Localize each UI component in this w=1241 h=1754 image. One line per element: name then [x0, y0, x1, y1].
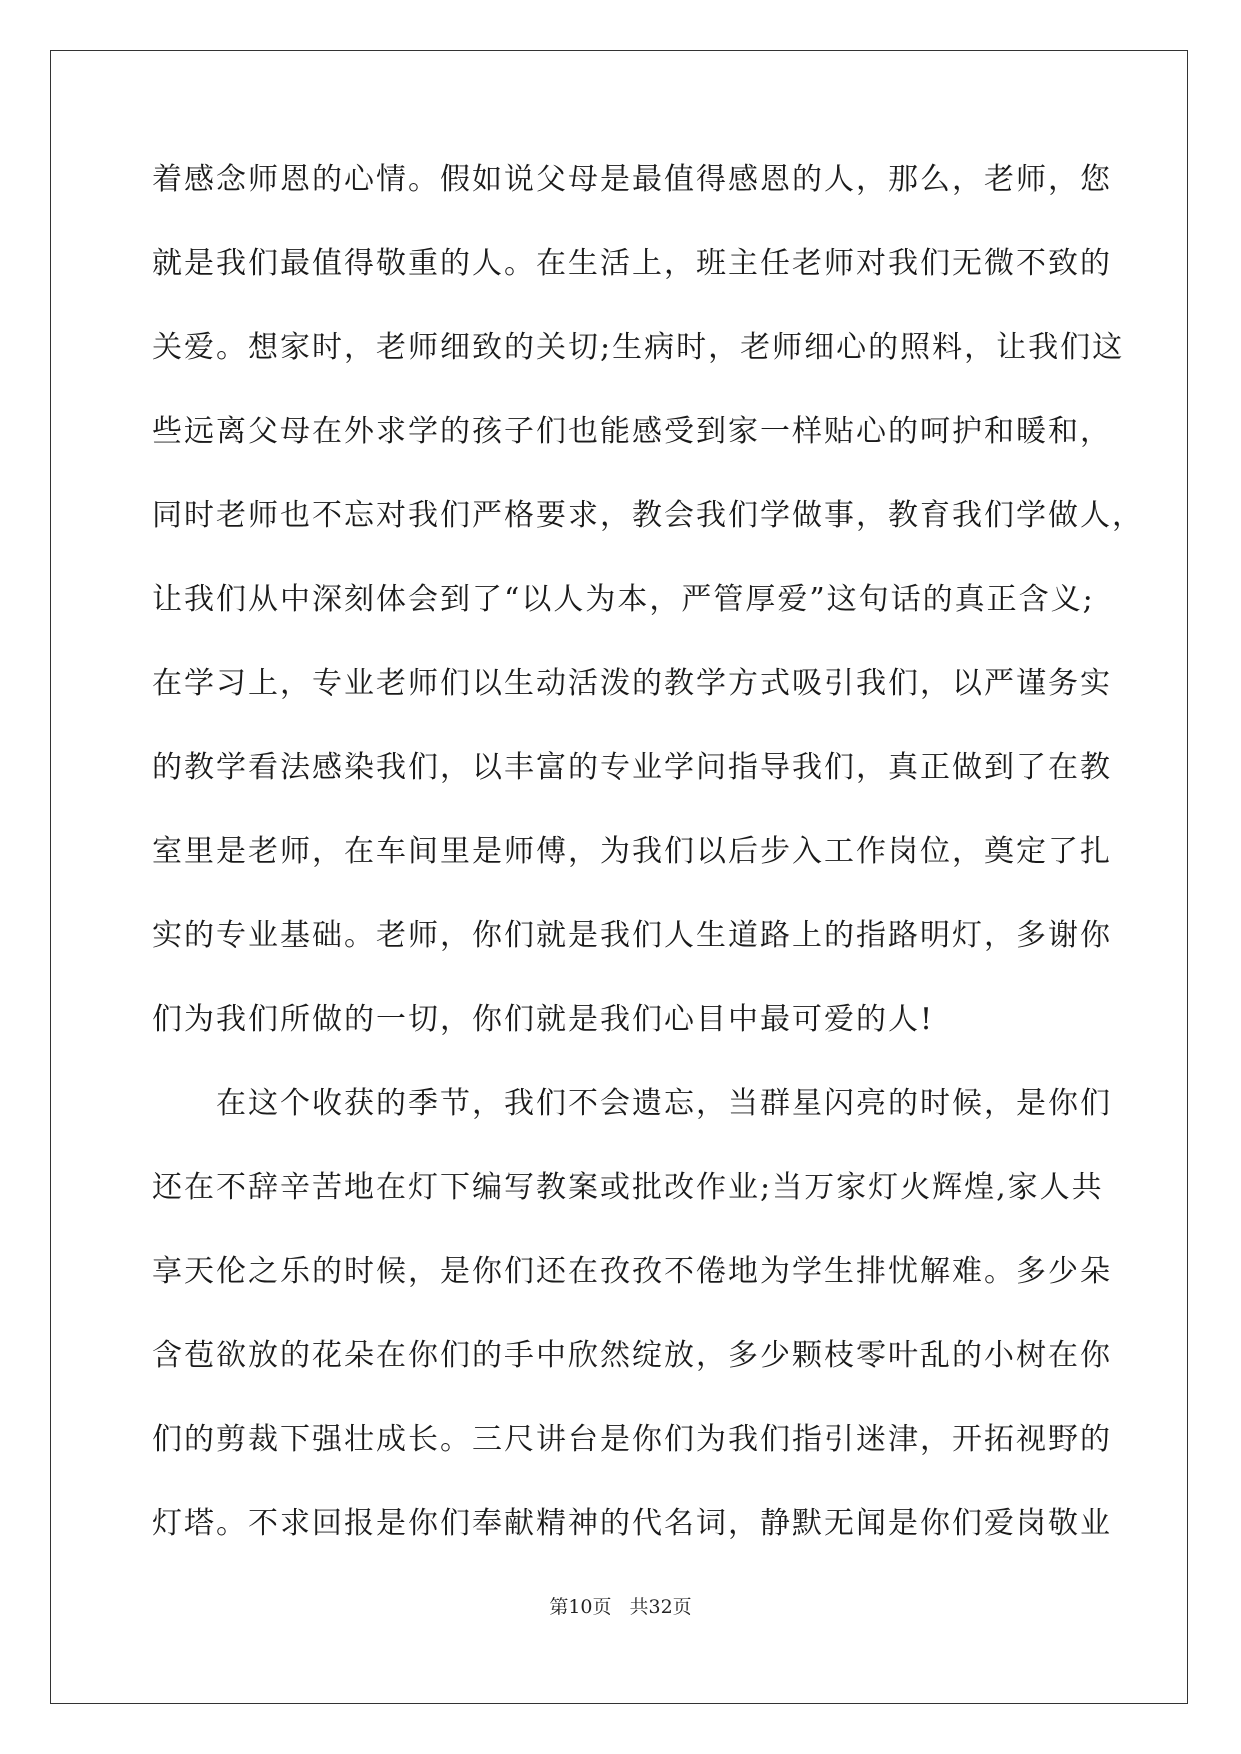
text-line: 们为我们所做的一切，你们就是我们心目中最可爱的人! [152, 1002, 935, 1037]
text-line: 灯塔。不求回报是你们奉献精神的代名词，静默无闻是你们爱岗敬业 [152, 1506, 1112, 1541]
document-body [152, 155, 1144, 1583]
text-line: 就是我们最值得敬重的人。在生活上，班主任老师对我们无微不致的 [152, 246, 1112, 281]
text-line: 实的专业基础。老师，你们就是我们人生道路上的指路明灯，多谢你 [152, 918, 1112, 953]
page-footer [0, 1592, 1241, 1619]
page-number: 第10页 [549, 1596, 612, 1618]
text-line: 同时老师也不忘对我们严格要求，教会我们学做事，教育我们学做人， [152, 498, 1144, 533]
text-line: 着感念师恩的心情。假如说父母是最值得感恩的人，那么，老师，您 [152, 162, 1112, 197]
text-line: 关爱。想家时，老师细致的关切;生病时，老师细心的照料，让我们这 [152, 330, 1125, 365]
text-line: 些远离父母在外求学的孩子们也能感受到家一样贴心的呵护和暖和， [152, 414, 1112, 449]
text-line: 让我们从中深刻体会到了“以人为本，严管厚爱”这句话的真正含义; [152, 582, 1095, 617]
text-line: 含苞欲放的花朵在你们的手中欣然绽放，多少颗枝零叶乱的小树在你 [152, 1338, 1112, 1373]
paragraph-start-line: 在这个收获的季节，我们不会遗忘，当群星闪亮的时候，是你们 [216, 1086, 1112, 1121]
page-total: 共32页 [629, 1596, 692, 1618]
text-line: 享天伦之乐的时候，是你们还在孜孜不倦地为学生排忧解难。多少朵 [152, 1254, 1112, 1289]
text-line: 们的剪裁下强壮成长。三尺讲台是你们为我们指引迷津，开拓视野的 [152, 1422, 1112, 1457]
text-line: 在学习上，专业老师们以生动活泼的教学方式吸引我们，以严谨务实 [152, 666, 1112, 701]
text-line: 室里是老师，在车间里是师傅，为我们以后步入工作岗位，奠定了扎 [152, 834, 1112, 869]
text-line: 的教学看法感染我们，以丰富的专业学问指导我们，真正做到了在教 [152, 750, 1112, 785]
text-line: 还在不辞辛苦地在灯下编写教案或批改作业;当万家灯火辉煌,家人共 [152, 1170, 1104, 1205]
